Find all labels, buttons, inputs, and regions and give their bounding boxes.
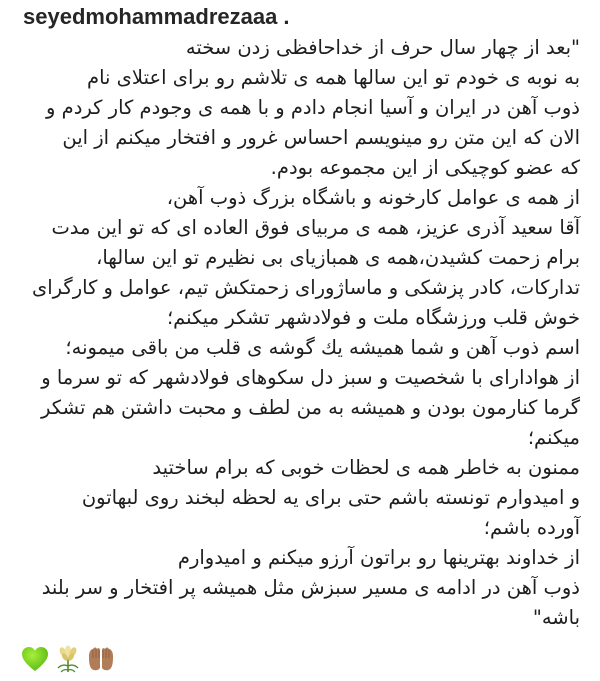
caption-line: خوش قلب ورزشگاه ملت و فولادشهر تشکر میکنم؛	[166, 306, 580, 329]
caption-line: که عضو کوچیکی از این مجموعه بودم.	[270, 156, 580, 179]
caption-line: "بعد از چهار سال حرف از خداحافظی زدن سخته	[185, 36, 580, 59]
caption-line: برام زحمت کشیدن،همه ی همبازیای بی نظیرم تو این سالها،	[96, 246, 580, 269]
caption-line: آقا سعید آذری عزیز، همه ی مربیای فوق العاده ای که تو این مدت	[51, 216, 580, 239]
caption-line: ممنون به خاطر همه ی لحظات خوبی که برام ساختید	[152, 456, 580, 479]
caption-line: از همه ی عوامل کارخونه و باشگاه بزرگ ذوب آهن،	[166, 186, 580, 209]
green-heart-icon	[20, 644, 50, 674]
caption-line: گرما کنارمون بودن و همیشه به من لطف و محبت داشتن هم تشکر	[41, 396, 580, 419]
caption-line: از خداوند بهترینها رو براتون آرزو میکنم و امیدوارم	[177, 546, 580, 569]
caption-line: ذوب آهن در ادامه ی مسیر سبزش مثل همیشه پر افتخار و سر بلند	[41, 576, 580, 599]
caption-line: به نوبه ی خودم تو این سالها همه ی تلاشم رو برای اعتلای نام	[87, 66, 580, 89]
caption-line: آورده باشم؛	[483, 516, 580, 539]
caption-line: ذوب آهن در ایران و آسیا انجام دادم و با همه ی وجودم کار کردم و	[46, 96, 580, 119]
caption-line: اسم ذوب آهن و شما همیشه یك گوشه ی قلب من باقی میمونه؛	[65, 336, 580, 359]
wheat-flower-icon	[53, 644, 83, 674]
username-suffix: .	[283, 4, 290, 29]
emoji-row	[20, 643, 116, 675]
caption-line: تدارکات، کادر پزشکی و ماساژورای زحمتکش تیم، عوامل و کارگرای	[31, 276, 580, 299]
username-row	[23, 3, 289, 31]
caption-text	[28, 33, 580, 633]
caption-line: میکنم؛	[527, 426, 580, 449]
caption-line: از هوادارای با شخصیت و سبز دل سکوهای فولادشهر که تو سرما و	[41, 366, 580, 389]
caption-line: و امیدوارم تونسته باشم حتی برای یه لحظه لبخند روی لبهاتون	[81, 486, 580, 509]
caption-line: الان که این متن رو مینویسم احساس غرور و افتخار میکنم از این	[62, 126, 580, 149]
username-link[interactable]: seyedmohammadrezaaa	[23, 4, 278, 29]
caption-line: باشه"	[532, 606, 580, 629]
palms-up-together-icon	[86, 644, 116, 674]
